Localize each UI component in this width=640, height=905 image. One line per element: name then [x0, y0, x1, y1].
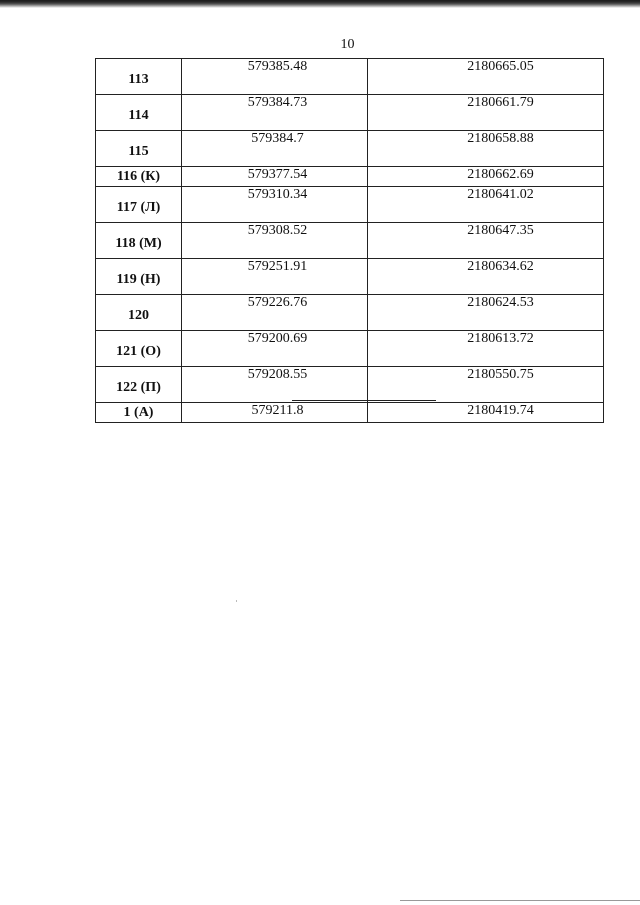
y-coordinate: 2180662.69 — [368, 167, 604, 187]
x-coordinate: 579377.54 — [182, 167, 368, 187]
scan-edge-shadow — [0, 0, 640, 8]
scan-speck — [236, 600, 237, 602]
x-coordinate: 579310.34 — [182, 187, 368, 223]
table-row — [96, 403, 604, 423]
y-coordinate: 2180624.53 — [368, 295, 604, 331]
scan-bottom-edge — [400, 900, 640, 901]
point-label: 119 (Н) — [96, 259, 182, 295]
y-coordinate: 2180613.72 — [368, 331, 604, 367]
x-coordinate: 579200.69 — [182, 331, 368, 367]
table-row — [96, 167, 604, 187]
x-coordinate: 579385.48 — [182, 59, 368, 95]
table-row — [96, 367, 604, 403]
point-label: 120 — [96, 295, 182, 331]
x-coordinate: 579384.7 — [182, 131, 368, 167]
table-row — [96, 95, 604, 131]
point-label: 116 (К) — [96, 167, 182, 187]
y-coordinate: 2180661.79 — [368, 95, 604, 131]
table-row — [96, 59, 604, 95]
point-label: 118 (М) — [96, 223, 182, 259]
x-coordinate: 579308.52 — [182, 223, 368, 259]
y-coordinate: 2180419.74 — [368, 403, 604, 423]
point-label: 121 (О) — [96, 331, 182, 367]
signature-underline — [292, 400, 436, 401]
y-coordinate: 2180641.02 — [368, 187, 604, 223]
table-row — [96, 259, 604, 295]
y-coordinate: 2180647.35 — [368, 223, 604, 259]
table-row — [96, 223, 604, 259]
x-coordinate: 579384.73 — [182, 95, 368, 131]
coordinates-table — [95, 58, 604, 423]
point-label: 115 — [96, 131, 182, 167]
point-label: 1 (А) — [96, 403, 182, 423]
table-row — [96, 187, 604, 223]
y-coordinate: 2180658.88 — [368, 131, 604, 167]
x-coordinate: 579211.8 — [182, 403, 368, 423]
table-row — [96, 295, 604, 331]
y-coordinate: 2180665.05 — [368, 59, 604, 95]
table-row — [96, 331, 604, 367]
y-coordinate: 2180634.62 — [368, 259, 604, 295]
x-coordinate: 579208.55 — [182, 367, 368, 403]
point-label: 113 — [96, 59, 182, 95]
point-label: 117 (Л) — [96, 187, 182, 223]
x-coordinate: 579251.91 — [182, 259, 368, 295]
x-coordinate: 579226.76 — [182, 295, 368, 331]
point-label: 122 (П) — [96, 367, 182, 403]
table-row — [96, 131, 604, 167]
point-label: 114 — [96, 95, 182, 131]
y-coordinate: 2180550.75 — [368, 367, 604, 403]
page-number: 10 — [340, 37, 355, 52]
